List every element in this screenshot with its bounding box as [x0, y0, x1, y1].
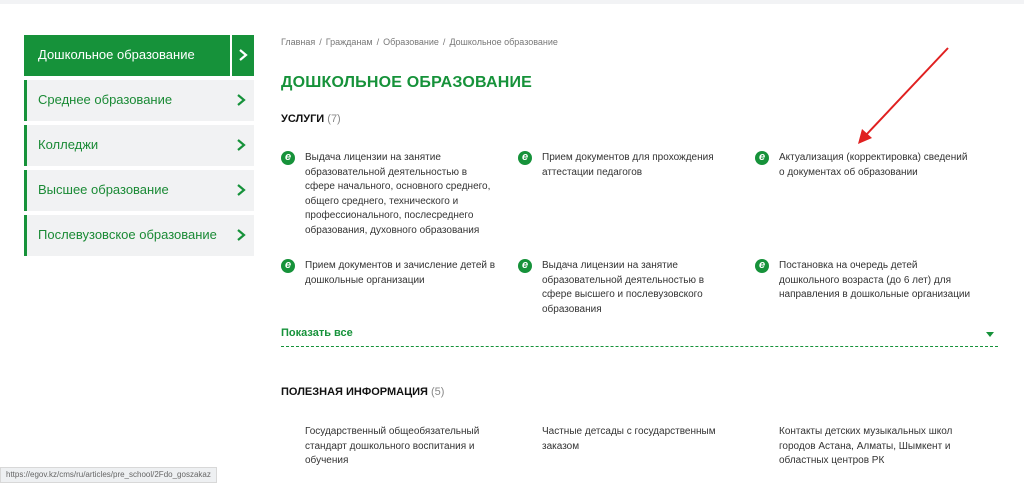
- service-link[interactable]: e Прием документов и зачисление детей в дошкольные организации: [281, 259, 499, 288]
- breadcrumb: Главная / Гражданам / Образование / Дошкольное образование: [281, 37, 558, 47]
- show-all-label: Показать все: [281, 327, 353, 339]
- breadcrumb-education[interactable]: Образование: [383, 37, 439, 47]
- breadcrumb-citizens[interactable]: Гражданам: [325, 37, 373, 47]
- services-heading: УСЛУГИ (7): [281, 113, 341, 125]
- e-service-icon: e: [755, 151, 769, 165]
- e-service-icon: e: [281, 151, 295, 165]
- service-link[interactable]: e Выдача лицензии на занятие образовательной деятельностью в сфере высшего и послевузовского образования: [518, 259, 736, 317]
- sidebar-item-label: Среднее образование: [38, 92, 173, 107]
- info-link[interactable]: Частные детсады с государственным заказом: [542, 426, 716, 452]
- e-service-icon: e: [518, 151, 532, 165]
- useful-info-count: (5): [431, 386, 445, 398]
- services-count: (7): [327, 113, 341, 125]
- sidebar-item-label: Высшее образование: [38, 182, 169, 197]
- e-service-icon: e: [281, 259, 295, 273]
- info-link[interactable]: Государственный общеобязательный стандарт дошкольного воспитания и обучения: [305, 426, 480, 466]
- service-link[interactable]: e Выдача лицензии на занятие образовательной деятельностью в сфере начального, основного среднего, общего среднего, технического и профессионального, послесреднего образования, духовного образования: [281, 151, 499, 238]
- status-bar-url: https://egov.kz/cms/ru/articles/pre_school/2Fdo_goszakaz: [0, 467, 217, 483]
- page-title: ДОШКОЛЬНОЕ ОБРАЗОВАНИЕ: [281, 74, 533, 91]
- service-link[interactable]: e Постановка на очередь детей дошкольного возраста (до 6 лет) для направления в дошкольные организации: [755, 259, 973, 303]
- useful-info-heading: ПОЛЕЗНАЯ ИНФОРМАЦИЯ (5): [281, 386, 445, 398]
- sidebar-item-label: Послевузовское образование: [38, 227, 217, 242]
- e-service-icon: e: [518, 259, 532, 273]
- info-link[interactable]: Контакты детских музыкальных школ городов Астана, Алматы, Шымкент и областных центров РК: [779, 426, 953, 466]
- breadcrumb-current: Дошкольное образование: [449, 37, 558, 47]
- sidebar-item-label: Колледжи: [38, 137, 99, 152]
- breadcrumb-home[interactable]: Главная: [281, 37, 316, 47]
- service-link[interactable]: e Прием документов для прохождения аттестации педагогов: [518, 151, 736, 180]
- sidebar-item-label: Дошкольное образование: [38, 47, 195, 62]
- e-service-icon: e: [755, 259, 769, 273]
- service-link[interactable]: e Актуализация (корректировка) сведений о документах об образовании: [755, 151, 973, 180]
